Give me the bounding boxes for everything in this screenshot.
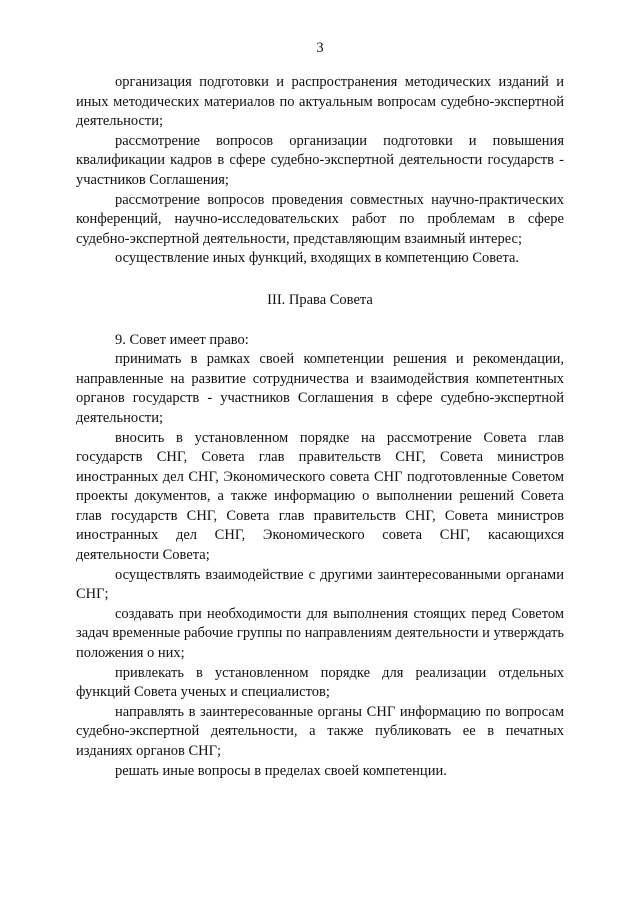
paragraph-methodical-publications: организация подготовки и распространения методических изданий и иных методических материалов по актуальным вопросам судебно-экспертной деятельности; <box>76 74 564 130</box>
paragraph-interaction: осуществлять взаимодействие с другими заинтересованными органами СНГ; <box>76 566 564 603</box>
paragraph-other-questions: решать иные вопросы в пределах своей компетенции. <box>115 762 447 779</box>
paragraph-personnel-training: рассмотрение вопросов организации подготовки и повышения квалификации кадров в сфере судебно-экспертной деятельности государств - участников Соглашения; <box>76 132 564 188</box>
paragraph-other-functions: осуществление иных функций, входящих в компетенцию Совета. <box>115 250 520 267</box>
paragraph-decisions-recommendations: принимать в рамках своей компетенции решения и рекомендации, направленные на развитие сотрудничества и взаимодействия компетентных органов государств - участников Соглашения в сфере судебно-экспертной деятельности; <box>76 351 564 426</box>
section-heading: III. Права Совета <box>267 291 373 308</box>
paragraph-joint-conferences: рассмотрение вопросов проведения совместных научно-практических конференций, научно-исследовательских работ по проблемам в сфере судебно-экспертной деятельности, представляющим взаимный интерес; <box>76 191 564 247</box>
page-number: 3 <box>316 40 324 56</box>
paragraph-involve-specialists: привлекать в установленном порядке для реализации отдельных функций Совета ученых и специалистов; <box>76 664 564 701</box>
paragraph-council-rights-intro: 9. Совет имеет право: <box>115 331 249 348</box>
paragraph-working-groups: создавать при необходимости для выполнения стоящих перед Советом задач временные рабочие группы по направлениям деятельности и утверждать положения о них; <box>76 605 564 662</box>
document-body <box>76 73 564 781</box>
paragraph-send-information: направлять в заинтересованные органы СНГ информацию по вопросам судебно-экспертной деятельности, а также публиковать ее в печатных изданиях органов СНГ; <box>76 703 564 759</box>
paragraph-submit-documents: вносить в установленном порядке на рассмотрение Совета глав государств СНГ, Совета глав правительств СНГ, Совета министров иностранных дел СНГ, Экономического совета СНГ подготовленные Советом проекты документов, а также информацию о выполнении решений Совета глав государств СНГ, Совета глав правительств СНГ, Совета министров иностранных дел СНГ, Экономического совета СНГ, касающихся деятельности Совета; <box>76 429 564 564</box>
